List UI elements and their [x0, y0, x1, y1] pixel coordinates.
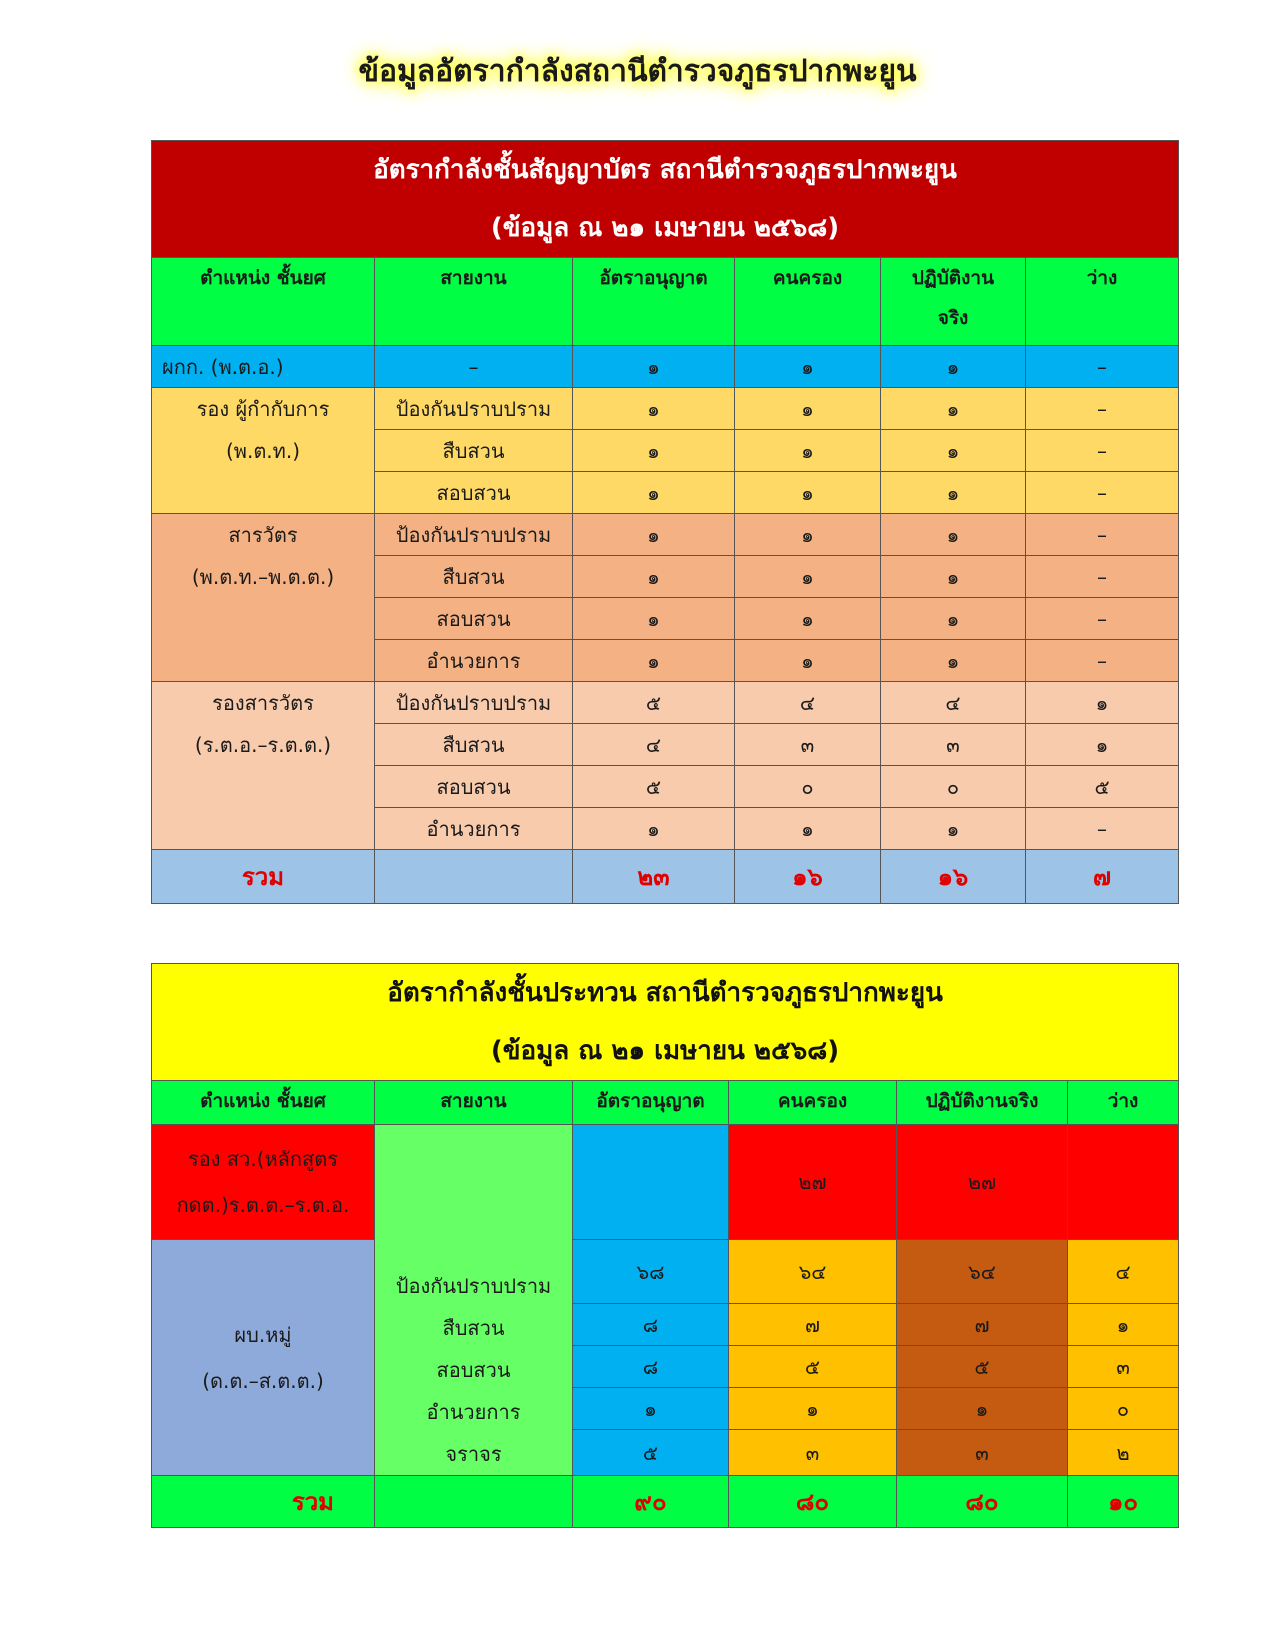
table-cell: รองสารวัตร	[152, 682, 375, 724]
table-cell: สืบสวน	[375, 556, 573, 598]
table-cell: ๑	[573, 430, 735, 472]
table-cell	[152, 598, 375, 640]
table-cell	[375, 1476, 573, 1528]
table-cell: ๑	[735, 514, 881, 556]
table-cell: ๑	[573, 808, 735, 850]
header-actual: ปฏิบัติงาน จริง	[881, 258, 1026, 346]
table-cell	[152, 472, 375, 514]
table-cell	[573, 1125, 729, 1240]
table-row	[152, 682, 1179, 724]
table-cell: ๕	[573, 682, 735, 724]
table-cell: ๑๐	[1068, 1476, 1179, 1528]
table-cell: ป้องกันปราบปราม	[375, 514, 573, 556]
table-cell: รวม	[152, 850, 375, 904]
table-cell	[1068, 1125, 1179, 1240]
table-cell: ๖๔	[897, 1240, 1068, 1304]
table-row	[152, 1240, 1179, 1304]
header-actual: ปฏิบัติงานจริง	[897, 1081, 1068, 1125]
table-cell	[152, 766, 375, 808]
table-row	[152, 514, 1179, 556]
table-cell: ๑	[735, 556, 881, 598]
table-cell: อำนวยการ	[375, 640, 573, 682]
table-cell: ๑	[735, 598, 881, 640]
table-cell: ผกก. (พ.ต.อ.)	[152, 346, 375, 388]
table-cell: ๕	[729, 1346, 897, 1388]
table-cell: ๘	[573, 1346, 729, 1388]
table-row	[152, 598, 1179, 640]
table-cell: –	[375, 346, 573, 388]
table-cell: สืบสวน	[375, 430, 573, 472]
table-cell: ๑	[573, 346, 735, 388]
table-cell: ๑	[573, 388, 735, 430]
table-cell: –	[1026, 514, 1179, 556]
table-cell: ๓	[897, 1430, 1068, 1476]
table-cell	[375, 850, 573, 904]
table-cell: ๓	[729, 1430, 897, 1476]
table-cell: ๓	[881, 724, 1026, 766]
table-cell: ๗	[1026, 850, 1179, 904]
table-cell: (พ.ต.ท.)	[152, 430, 375, 472]
table-cell: ป้องกันปราบปราม	[375, 388, 573, 430]
table-row	[152, 430, 1179, 472]
table-cell: ๗	[729, 1304, 897, 1346]
table-row	[152, 808, 1179, 850]
table-cell: ๔	[573, 724, 735, 766]
table-cell: ๒๗	[897, 1125, 1068, 1240]
table-cell: ๕	[1026, 766, 1179, 808]
table-row	[152, 724, 1179, 766]
header-position: ตำแหน่ง ชั้นยศ	[152, 258, 375, 346]
table-cell: รวม	[152, 1476, 375, 1528]
table-cell: ๑	[729, 1388, 897, 1430]
table-cell: สอบสวน	[375, 598, 573, 640]
table-cell: ๑	[881, 598, 1026, 640]
table-cell: ๓	[735, 724, 881, 766]
table-cell: ๑	[881, 346, 1026, 388]
table-cell: ๑	[573, 640, 735, 682]
table2-banner	[152, 964, 1179, 1081]
header-line: สายงาน	[375, 258, 573, 346]
table-cell: ๑	[881, 640, 1026, 682]
table-cell: รอง สว.(หลักสูตร กดต.)ร.ต.ต.–ร.ต.อ.	[152, 1125, 375, 1240]
table2-title: อัตรากำลังชั้นประทวน สถานีตำรวจภูธรปากพะยูน	[387, 978, 943, 1008]
table-cell: ๑	[573, 556, 735, 598]
table-cell: ๘๐	[729, 1476, 897, 1528]
table-cell: –	[1026, 640, 1179, 682]
table-cell: ๒๓	[573, 850, 735, 904]
table1-total-row	[152, 850, 1179, 904]
table-cell: ๔	[1068, 1240, 1179, 1304]
table-cell: ๑	[881, 388, 1026, 430]
table2-total-row	[152, 1476, 1179, 1528]
table-cell: รอง ผู้กำกับการ	[152, 388, 375, 430]
table-cell: สอบสวน	[375, 472, 573, 514]
table-cell: ๑	[735, 388, 881, 430]
header-vacant: ว่าง	[1026, 258, 1179, 346]
table-row	[152, 388, 1179, 430]
table-cell: อำนวยการ	[375, 808, 573, 850]
table-cell: ป้องกันปราบปราม	[375, 682, 573, 724]
table-cell: ๑	[573, 514, 735, 556]
table-cell	[152, 141, 1179, 258]
table-cell: ๑	[1068, 1304, 1179, 1346]
commissioned-officers-table	[151, 140, 1179, 904]
table-cell: ๔	[881, 682, 1026, 724]
table-cell: –	[1026, 808, 1179, 850]
table-cell: ๒๗	[729, 1125, 897, 1240]
table-cell: ๐	[1068, 1388, 1179, 1430]
header-occupied: คนครอง	[735, 258, 881, 346]
table-cell: ๑	[881, 472, 1026, 514]
table1-date: (ข้อมูล ณ ๒๑ เมษายน ๒๕๖๘)	[490, 213, 840, 243]
table-cell: –	[1026, 598, 1179, 640]
line-list: ป้องกันปราบปราม สืบสวน สอบสวน อำนวยการ จราจร	[375, 1125, 573, 1476]
table-cell: สารวัตร	[152, 514, 375, 556]
table-cell: ๑	[897, 1388, 1068, 1430]
table-cell: –	[1026, 556, 1179, 598]
table-cell: ๑๖	[881, 850, 1026, 904]
header-line: สายงาน	[375, 1081, 573, 1125]
table-cell: ๑	[1026, 682, 1179, 724]
table-cell: ๑	[1026, 724, 1179, 766]
table-cell: ๑	[573, 598, 735, 640]
table-cell: ๑	[573, 472, 735, 514]
table-cell: ๑	[735, 346, 881, 388]
table2-date: (ข้อมูล ณ ๒๑ เมษายน ๒๕๖๘)	[490, 1036, 840, 1066]
table-cell: –	[1026, 388, 1179, 430]
table1-banner	[152, 141, 1179, 258]
table-cell: ๑	[881, 808, 1026, 850]
table-cell: ผบ.หมู่ (ด.ต.–ส.ต.ต.)	[152, 1240, 375, 1476]
table-cell: ๑	[881, 430, 1026, 472]
table-cell: ๑	[735, 640, 881, 682]
noncommissioned-officers-table	[151, 963, 1179, 1528]
table-row	[152, 1125, 1179, 1240]
table-cell: –	[1026, 472, 1179, 514]
table-cell	[152, 808, 375, 850]
header-authorized: อัตราอนุญาต	[573, 258, 735, 346]
table-cell	[152, 640, 375, 682]
table-cell: (ร.ต.อ.–ร.ต.ต.)	[152, 724, 375, 766]
table-cell: ๔	[735, 682, 881, 724]
table-cell: ๙๐	[573, 1476, 729, 1528]
table-cell: ๑	[735, 808, 881, 850]
header-occupied: คนครอง	[729, 1081, 897, 1125]
table-cell: ๑	[573, 1388, 729, 1430]
table-cell: ๑	[881, 556, 1026, 598]
table-row	[152, 556, 1179, 598]
table-cell: –	[1026, 346, 1179, 388]
table-cell: ๕	[573, 766, 735, 808]
table-cell: ๑	[881, 514, 1026, 556]
table-cell: ๑	[735, 430, 881, 472]
table-cell: ๖๔	[729, 1240, 897, 1304]
table1-header-row	[152, 258, 1179, 346]
table-cell	[152, 964, 1179, 1081]
table2-header-row	[152, 1081, 1179, 1125]
table-cell: (พ.ต.ท.–พ.ต.ต.)	[152, 556, 375, 598]
table-cell: ๑๖	[735, 850, 881, 904]
header-vacant: ว่าง	[1068, 1081, 1179, 1125]
table-cell: ๕	[897, 1346, 1068, 1388]
table-cell: ๓	[1068, 1346, 1179, 1388]
table-cell: ๗	[897, 1304, 1068, 1346]
page-title: ข้อมูลอัตรากำลังสถานีตำรวจภูธรปากพะยูน	[358, 54, 917, 89]
table-row	[152, 640, 1179, 682]
table-cell: ๑	[735, 472, 881, 514]
table-cell: ๘	[573, 1304, 729, 1346]
table-cell: ๖๘	[573, 1240, 729, 1304]
header-authorized: อัตราอนุญาต	[573, 1081, 729, 1125]
table-cell: ๒	[1068, 1430, 1179, 1476]
table-cell: ๐	[735, 766, 881, 808]
table-cell: ๐	[881, 766, 1026, 808]
header-position: ตำแหน่ง ชั้นยศ	[152, 1081, 375, 1125]
table-cell: ๘๐	[897, 1476, 1068, 1528]
table-cell: ๕	[573, 1430, 729, 1476]
table1-title: อัตรากำลังชั้นสัญญาบัตร สถานีตำรวจภูธรปากพะยูน	[373, 155, 957, 185]
table-cell: –	[1026, 430, 1179, 472]
table-row	[152, 472, 1179, 514]
table-row	[152, 766, 1179, 808]
table-cell: สอบสวน	[375, 766, 573, 808]
table-cell: สืบสวน	[375, 724, 573, 766]
table-row	[152, 346, 1179, 388]
